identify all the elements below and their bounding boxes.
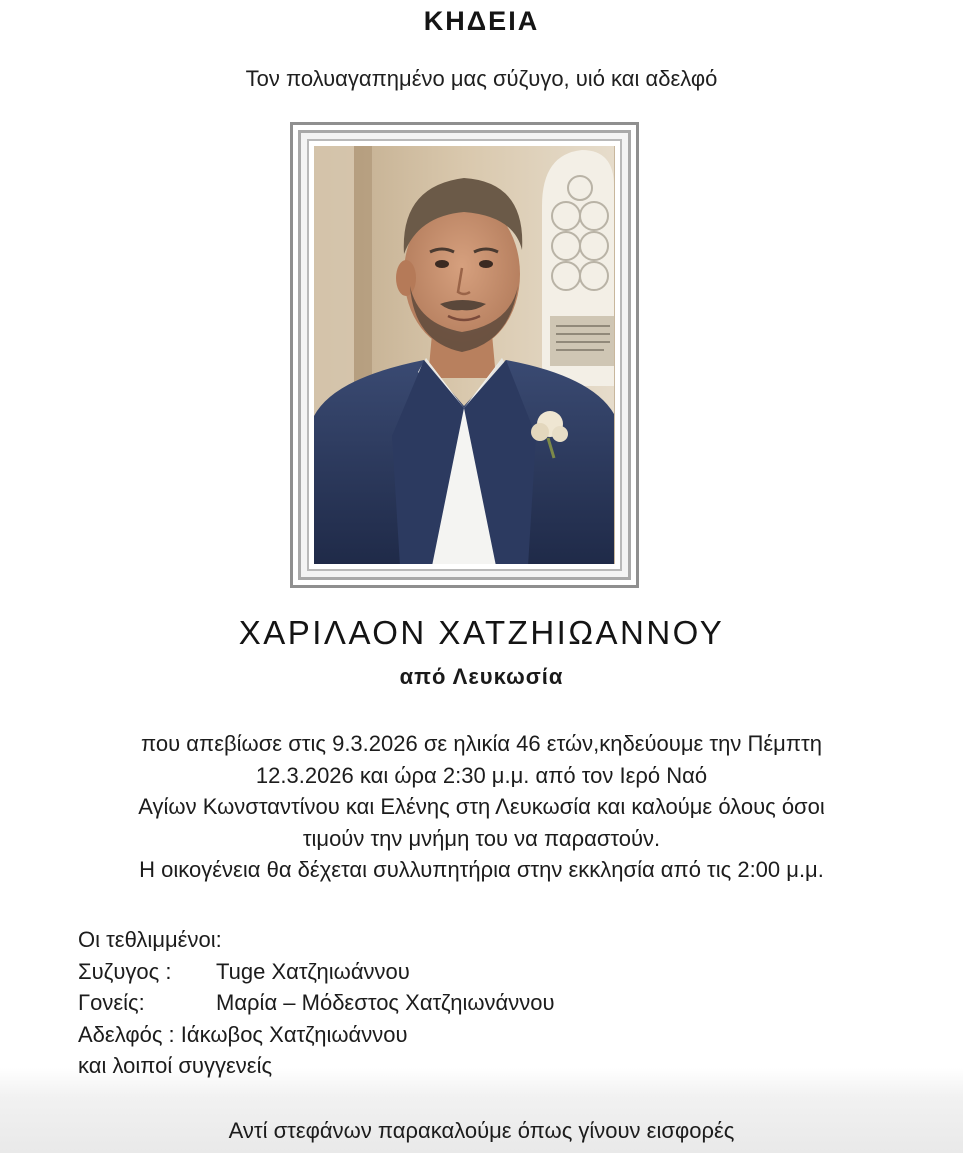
notice-body [0, 728, 963, 886]
deceased-origin: από Λευκωσία [399, 664, 564, 689]
body-line: τιμούν την μνήμη του να παραστούν. [302, 825, 661, 851]
mourner-name: Μαρία – Μόδεστος Χατζηιωνάννου [216, 990, 555, 1015]
mourner-relation: Αδελφός : [78, 1021, 175, 1047]
mourners-closing: και λοιποί συγγενείς [78, 1053, 273, 1078]
mourner-name: Ιάκωβος Χατζηιωάννου [180, 1021, 408, 1047]
portrait-illustration [314, 146, 614, 564]
footer-line: Αντί στεφάνων παρακαλούμε όπως γίνουν εισφορές [228, 1118, 735, 1143]
body-line: που απεβίωσε στις 9.3.2026 σε ηλικία 46 ετών,κηδεύουμε την Πέμπτη [141, 731, 822, 756]
mourner-row [78, 956, 555, 988]
mourners-list [78, 924, 555, 1082]
portrait-frame-inner [298, 130, 631, 580]
deceased-name: ΧΑΡΙΛΑΟΝ ΧΑΤΖΗΙΩΑΝΝΟΥ [238, 614, 725, 651]
mourner-relation: Συζυγος : [78, 958, 172, 984]
portrait-frame [290, 122, 639, 588]
body-line: Αγίων Κωνσταντίνου και Ελένης στη Λευκωσία και καλούμε όλους όσοι [138, 794, 825, 819]
notice-subtitle: Τον πολυαγαπημένο μας σύζυγο, υιό και αδελφό [245, 66, 718, 91]
mourner-row [78, 1019, 555, 1051]
mourners-heading: Οι τεθλιμμένοι: [78, 927, 222, 952]
body-line: Η οικογένεια θα δέχεται συλλυπητήρια στην εκκλησία από τις 2:00 μ.μ. [139, 857, 824, 882]
mourner-relation: Γονείς: [78, 990, 145, 1015]
portrait-frame-border [307, 139, 622, 571]
notice-title: ΚΗΔΕΙΑ [423, 6, 540, 36]
mourner-row [78, 987, 555, 1019]
body-line: 12.3.2026 και ώρα 2:30 μ.μ. από τον Ιερό Ναό [255, 762, 708, 788]
portrait-photo [314, 146, 615, 564]
mourner-name: Tuge Χατζηιωάννου [216, 958, 410, 984]
